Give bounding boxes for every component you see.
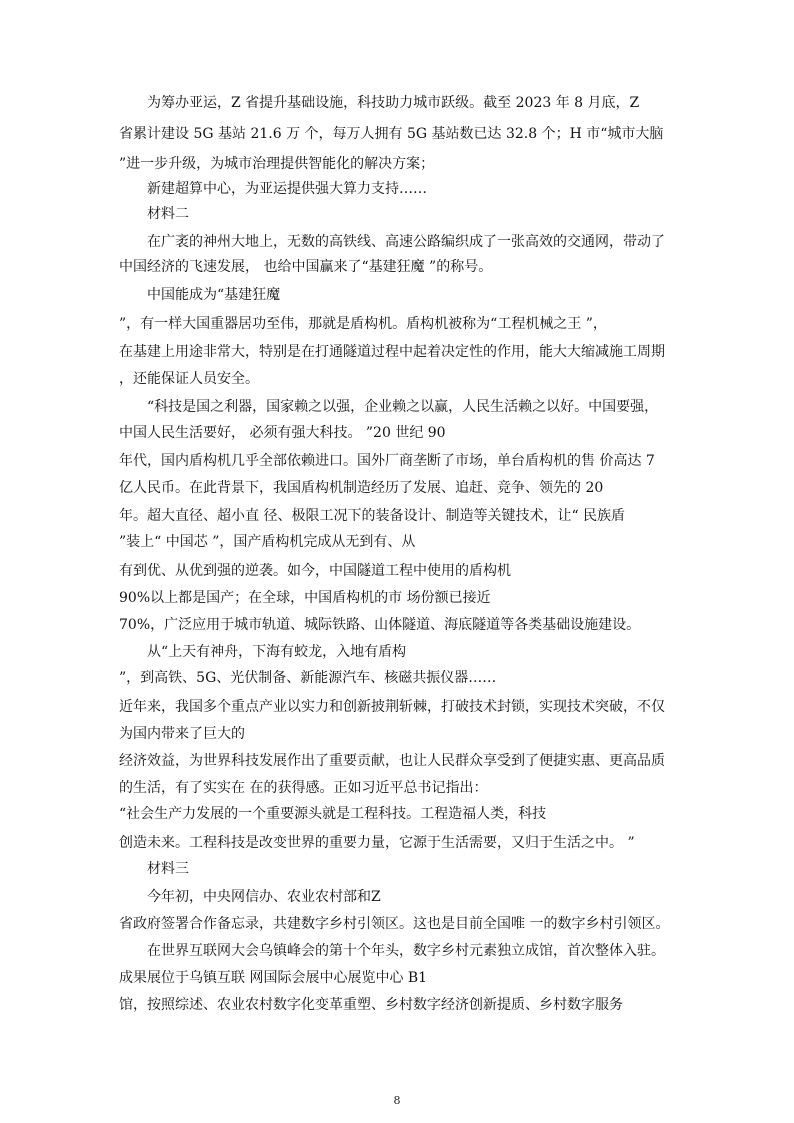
text-line: 在世界互联网大会乌镇峰会的第十个年头，数字乡村元素独立成馆，首次整体入驻。	[147, 943, 665, 959]
text-line: 中国人民生活要好， 必须有强大科技。 ”20 世纪 90	[119, 425, 446, 441]
text-line: 从“上天有神舟，下海有蛟龙，入地有盾构	[147, 644, 407, 660]
text-line: ，还能保证人员安全。	[119, 371, 259, 387]
text-line: 新建超算中心，为亚运提供强大算力支持……	[147, 181, 427, 197]
text-line: 90%以上都是国产；在全球，中国盾构机的市 场份额已接近	[119, 590, 491, 606]
text-line: 省累计建设 5G 基站 21.6 万 个，每万人拥有 5G 基站数已达 32.8 个；H 市“城市大脑	[119, 126, 664, 142]
text-line: 年代，国内盾构机几乎全部依赖进口。国外厂商垄断了市场，单台盾构机的售 价高达 7	[119, 453, 655, 469]
text-line: 亿人民币。在此背景下，我国盾构机制造经历了发展、追赶、竞争、领先的 20	[119, 480, 604, 496]
text-line: 为国内带来了巨大的	[119, 726, 245, 742]
text-line: 年。超大直径、超小直 径、极限工况下的装备设计、制造等关键技术，让“ 民族盾	[119, 508, 626, 524]
quote-line: “社会生产力发展的一个重要源头就是工程科技。工程造福人类，科技	[119, 806, 547, 822]
text-line: ”进一步升级，为城市治理提供智能化的解决方案；	[119, 156, 435, 172]
text-line: ”装上“ 中国芯 ”，国产盾构机完成从无到有、从	[119, 534, 416, 550]
text-line: “科技是国之利器，国家赖之以强，企业赖之以赢，人民生活赖之以好。中国要强，	[147, 399, 659, 415]
text-line: ”，有一样大国重器居功至伟，那就是盾构机。盾构机被称为“工程机械之王 ”，	[119, 316, 607, 332]
text-line: 中国能成为“基建狂魔	[147, 287, 281, 303]
text-line: 馆，按照综述、农业农村数字化变革重塑、乡村数字经济创新提质、乡村数字服务	[119, 997, 623, 1013]
text-line: 有到优、从优到强的逆袭。如今，中国隧道工程中使用的盾构机	[119, 563, 511, 579]
text-line: 在基建上用途非常大，特别是在打通隧道过程中起着决定性的作用，能大大缩减施工周期	[119, 344, 665, 360]
text-line: 经济效益，为世界科技发展作出了重要贡献，也让人民群众享受到了便捷实惠、更高品质	[119, 753, 665, 769]
text-line: 近年来，我国多个重点产业以实力和创新披荆斩棘，打破技术封锁，实现技术突破，不仅	[119, 699, 665, 715]
quote-line: 创造未来。工程科技是改变世界的重要力量，它源于生活需要，又归于生活之中。 ”	[119, 835, 635, 851]
text-line: ”，到高铁、5G、光伏制备、新能源汽车、核磁共振仪器……	[119, 670, 497, 686]
section-heading: 材料三	[147, 861, 189, 877]
text-line: 省政府签署合作备忘录，共建数字乡村引领区。这也是目前全国唯 一的数字乡村引领区。	[119, 916, 670, 932]
text-line: 的生活，有了实实在 在的获得感。正如习近平总书记指出：	[119, 780, 488, 796]
text-line: 70%，广泛应用于城市轨道、城际铁路、山体隧道、海底隧道等各类基础设施建设。	[119, 617, 641, 633]
text-line: 今年初，中央网信办、农业农村部和Z	[147, 889, 381, 905]
text-line: 中国经济的飞速发展， 也给中国赢来了“基建狂魔 ”的称号。	[119, 259, 493, 275]
text-line: 为筹办亚运，Z 省提升基础设施，科技助力城市跃级。截至 2023 年 8 月底，Z	[147, 95, 640, 111]
page-number: 8	[393, 1094, 401, 1107]
text-line: 成果展位于乌镇互联 网国际会展中心展览中心 B1	[119, 970, 428, 986]
section-heading: 材料二	[147, 206, 189, 222]
text-line: 在广袤的神州大地上，无数的高铁线、高速公路编织成了一张高效的交通网，带动了	[147, 234, 665, 250]
